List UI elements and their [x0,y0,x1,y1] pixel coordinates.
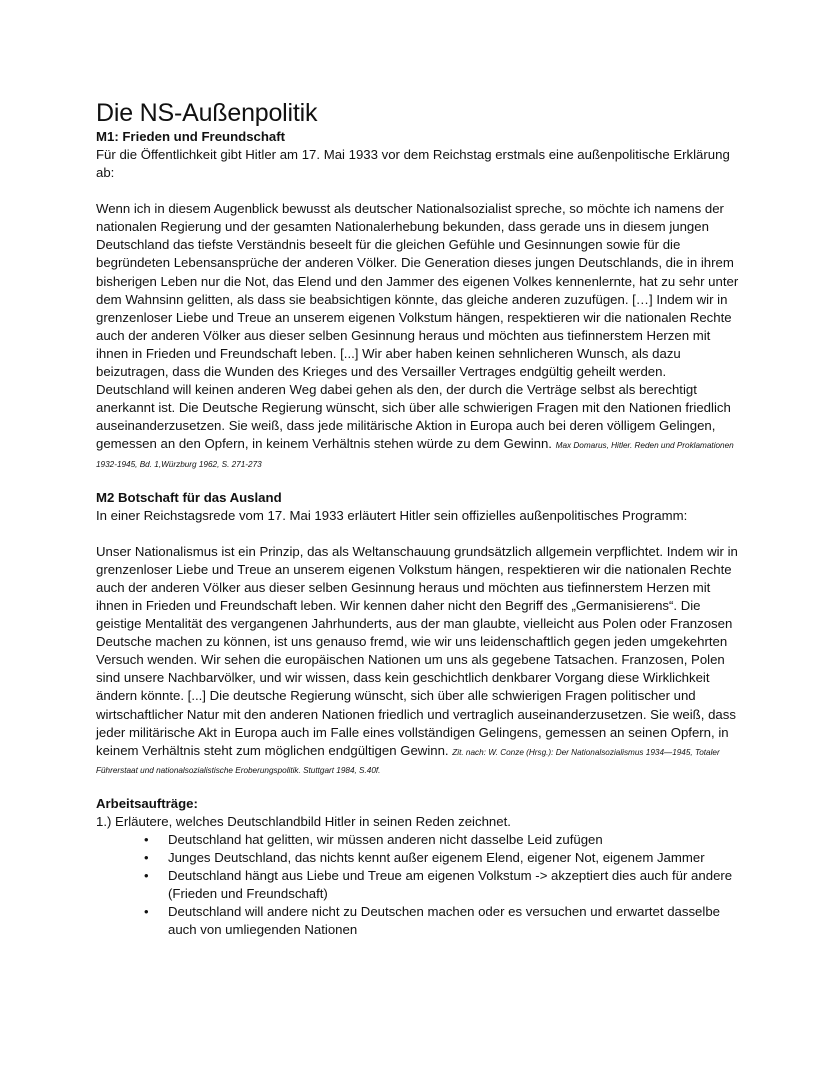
m1-intro: Für die Öffentlichkeit gibt Hitler am 17. Mai 1933 vor dem Reichstag erstmals eine außenpolitische Erklärung ab: [96,147,730,181]
bullet-icon: • [144,850,149,865]
bullet-icon: • [144,868,149,883]
m2-intro: In einer Reichstagsrede vom 17. Mai 1933 erläutert Hitler sein offizielles außenpolitisches Programm: [96,507,688,523]
list-item [144,831,742,849]
m1-quote: Wenn ich in diesem Augenblick bewusst als deutscher Nationalsozialist spreche, so möchte ich namens der nationalen Regierung und der gesamten Nationalerhebung bekunden, dass gerade uns in diesem jungen Deutschland das tiefste Verständnis beseelt für die gleichen Gefühle und Gesinnungen sowie für die begründeten Lebensansprüche der anderen Völker. Die Generation dieses jungen Deutschlands, die in ihrem bisherigen Leben nur die Not, das Elend und den Jammer des eigenen Volkes kennenlernte, hat zu sehr unter dem Wahnsinn gelitten, als dass sie beabsichtigen könnte, das gleiche anderen zuzufügen. […] Indem wir in grenzenloser Liebe und Treue an unserem eigenen Volkstum hängen, respektieren wir die nationalen Rechte auch der anderen Völker aus dieser selben Gesinnung heraus und möchten aus tiefinnerstem Herzen mit ihnen in Frieden und Freundschaft leben. [...] Wir aber haben keinen sehnlicheren Wunsch, als dazu beizutragen, dass die Wunden des Krieges und des Versailler Vertrages endgültig geheilt werden. Deutschland will keinen anderen Weg dabei gehen als den, der durch die Verträge selbst als berechtigt anerkannt ist. Die Deutsche Regierung wünscht, sich über alle schwierigen Fragen mit den Nationen friedlich auseinanderzusetzen. Sie weiß, dass jede militärische Aktion in Europa auch bei deren völligem Gelingen, gemessen an den Opfern, in keinem Verhältnis stehen würde zu dem Gewinn. [96,201,739,452]
list-item [144,849,742,867]
section-m2 [96,489,742,778]
m2-quote: Unser Nationalismus ist ein Prinzip, das als Weltanschauung grundsätzlich allgemein verpflichtet. Indem wir in grenzenloser Liebe und Treue an unserem eigenen Volkstum hängen, respektieren wir die nationalen Rechte auch der anderen Völker aus dieser selben Gesinnung heraus und möchten aus tiefinnerstem Herzen mit ihnen in Frieden und Freundschaft leben. Wir kennen daher nicht den Begriff des „Germanisierens“. Die geistige Mentalität des vergangenen Jahrhunderts, aus der man glaubte, vielleicht aus Polen oder Franzosen Deutsche machen zu können, ist uns genauso fremd, wie wir uns leidenschaftlich gegen jeden umgekehrten Versuch wenden. Wir sehen die europäischen Nationen um uns als gegebene Tatsachen. Franzosen, Polen sind unsere Nachbarvölker, und wir wissen, dass kein geschichtlich denkbarer Vorgang diese Wirklichkeit ändern könnte. [...] Die deutsche Regierung wünscht, sich über alle schwierigen Fragen politischer und wirtschaftlicher Natur mit den anderen Nationen friedlich und vertraglich auseinanderzusetzen. Sie weiß, dass jeder militärische Akt in Europa auch im Falle eines vollständigen Gelingens, gemessen an seinen Opfern, in keinem Verhältnis steht zum möglichen endgültigen Gewinn. [96,543,738,758]
section-m1 [96,128,742,472]
answer-bullet-list [96,831,742,939]
m1-heading: M1: Frieden und Freundschaft [96,129,286,144]
bullet-icon: • [144,904,149,919]
list-item-text: Junges Deutschland, das nichts kennt außer eigenem Elend, eigener Not, eigenem Jammer [168,850,705,865]
list-item-text: Deutschland will andere nicht zu Deutschen machen oder es versuchen und erwartet dasselbe auch von umliegenden Nationen [168,904,720,937]
list-item [144,867,742,903]
m1-source: Max Domarus, Hitler. Reden und Proklamationen 1932-1945, Bd. 1,Würzburg 1962, S. 271-273 [96,441,734,469]
m2-source: Zit. nach: W. Conze (Hrsg.): Der Nationalsozialismus 1934—1945, Totaler Führerstaat und nationalsozialistische Eroberungspolitik. Stuttgart 1984, S.40f. [96,747,720,775]
list-item [144,903,742,939]
list-item-text: Deutschland hat gelitten, wir müssen anderen nicht dasselbe Leid zufügen [168,832,603,847]
m1-quote-block [96,200,742,471]
tasks-heading: Arbeitsaufträge: [96,795,198,811]
task-1: 1.) Erläutere, welches Deutschlandbild Hitler in seinen Reden zeichnet. [96,813,511,829]
page-title: Die NS-Außenpolitik [96,99,318,127]
section-tasks [96,795,742,939]
document-page [96,98,742,939]
bullet-icon: • [144,832,149,847]
m2-quote-block [96,543,742,778]
m2-heading: M2 Botschaft für das Ausland [96,489,282,505]
list-item-text: Deutschland hängt aus Liebe und Treue am eigenen Volkstum -> akzeptiert dies auch für andere (Frieden und Freundschaft) [168,868,733,901]
